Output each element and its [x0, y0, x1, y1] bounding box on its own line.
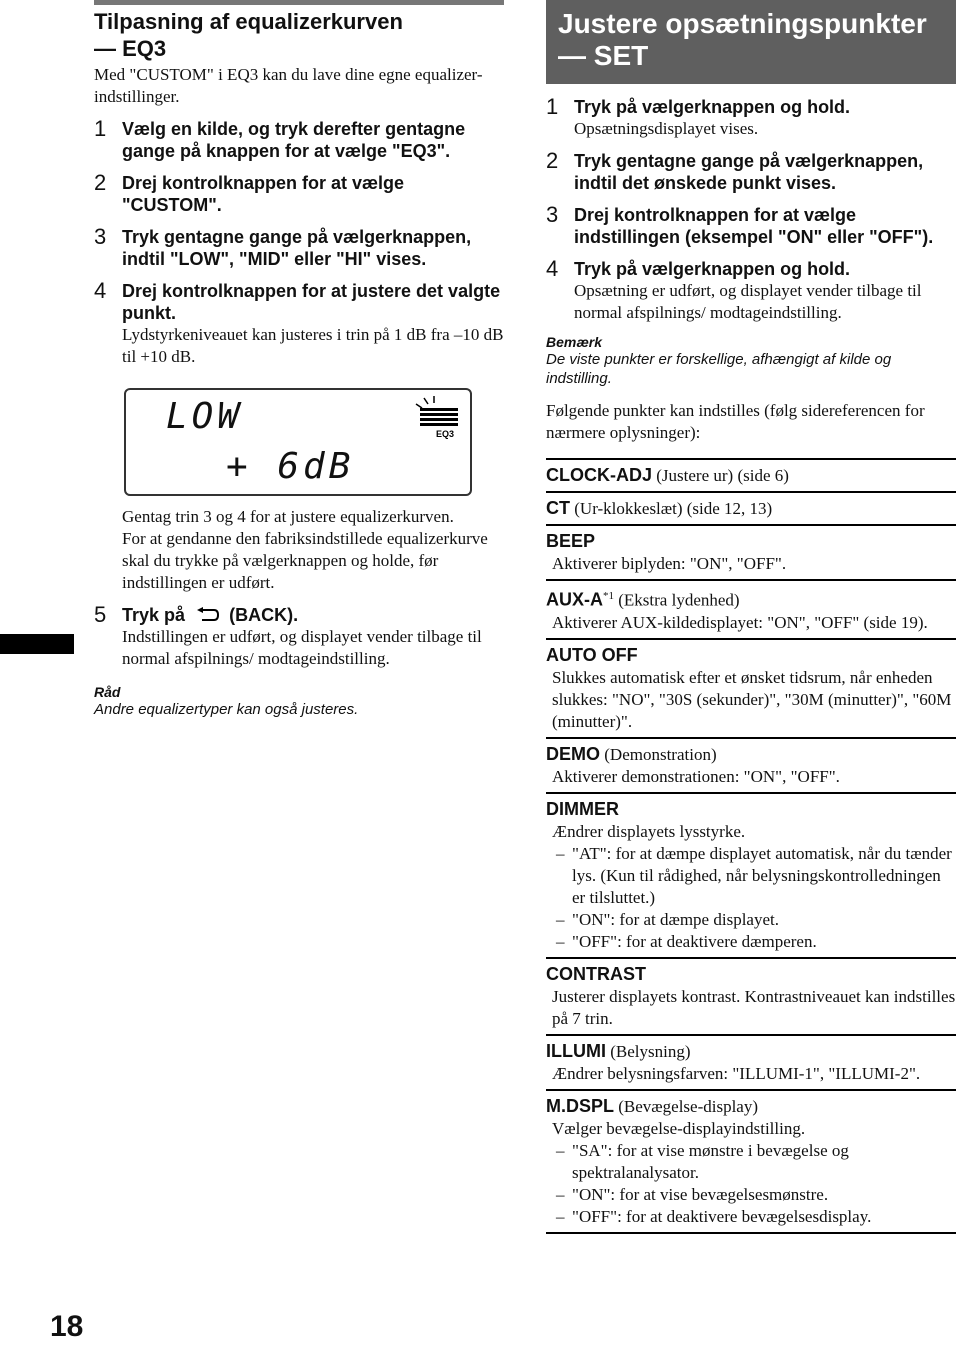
step-text: Tryk på vælgerknappen og hold. — [574, 97, 851, 117]
item-ct — [546, 493, 956, 524]
left-top-bar — [94, 0, 504, 5]
option-sa: – "SA": for at vise mønstre i bevægelse og spektralanalysator. — [552, 1140, 956, 1184]
item-desc: Vælger bevægelse-displayindstilling. — [552, 1118, 806, 1138]
item-desc: Justerer displayets kontrast. Kontrastniveauet kan indstilles på 7 trin. — [552, 986, 956, 1028]
step-text: Drej kontrolknappen for at vælge "CUSTOM". — [122, 173, 405, 215]
item-term: DIMMER — [546, 798, 619, 819]
item-term: CT — [546, 498, 570, 518]
item-rest: (Bevægelse-display) — [614, 1096, 759, 1116]
section-title-eq3 — [94, 8, 504, 62]
step-text: Drej kontrolknappen for at vælge indstillingen (eksempel "ON" eller "OFF"). — [574, 205, 934, 247]
set-step-4 — [546, 258, 956, 324]
page-number: 18 — [50, 1310, 84, 1343]
tip-text: Andre equalizertyper kan også justeres. — [94, 701, 359, 718]
option-at: – "AT": for at dæmpe displayet automatisk, når du tænder lys. (Kun til rådighed, når belysningskontrolledningen er tilsluttet.) — [552, 843, 956, 909]
step-number: 3 — [546, 202, 559, 227]
step-text: Tryk på vælgerknappen og hold. — [574, 259, 851, 279]
item-term: AUTO OFF — [546, 644, 638, 665]
item-auto-off — [546, 640, 956, 737]
footnote-marker: *1 — [603, 590, 614, 602]
side-tab-marker — [0, 634, 74, 654]
repeat-text: Gentag trin 3 og 4 for at justere equalizerkurven. — [122, 507, 454, 526]
note-text: De viste punkter er forskellige, afhængigt af kilde og indstilling. — [546, 351, 892, 387]
item-term: AUX-A — [546, 589, 603, 610]
eq3-icon-label: EQ3 — [436, 429, 455, 439]
item-term: ILLUMI — [546, 1040, 606, 1061]
title-line-2: — EQ3 — [94, 36, 167, 61]
title-line-1: Tilpasning af equalizerkurven — [94, 9, 403, 34]
item-desc: Aktiverer biplyden: "ON", "OFF". — [552, 554, 787, 573]
step-number: 1 — [94, 116, 107, 141]
step-body: Indstillingen er udført, og displayet vender tilbage til normal afspilnings/ modtageindstilling. — [122, 627, 482, 668]
step-number: 1 — [546, 94, 559, 119]
left-column — [94, 8, 504, 719]
item-dimmer — [546, 794, 956, 957]
item-term: M.DSPL — [546, 1095, 615, 1116]
item-term: BEEP — [546, 531, 596, 551]
option-on: – "ON": for at dæmpe displayet. — [552, 909, 956, 931]
eq3-indicator-icon — [406, 394, 462, 440]
restore-text: For at gendanne den fabriksindstillede equalizerkurve skal du trykke på vælgerknappen og holde, før indstillingen er udført. — [122, 529, 488, 592]
header-line-2: — SET — [558, 40, 649, 71]
option-off: – "OFF": for at deaktivere dæmperen. — [552, 931, 956, 953]
step5-text-before: Tryk på — [122, 605, 186, 625]
step-text: Tryk gentagne gange på vælgerknappen, indtil "LOW", "MID" eller "HI" vises. — [122, 227, 472, 269]
step-2 — [94, 172, 504, 216]
step-number: 5 — [94, 602, 107, 627]
step-body: Lydstyrkeniveauet kan justeres i trin på 1 dB fra –10 dB til +10 dB. — [122, 325, 504, 366]
option-off: – "OFF": for at deaktivere bevægelsesdisplay. — [552, 1206, 956, 1228]
step-text — [122, 604, 504, 626]
display-line-2: + 6dB — [226, 446, 355, 487]
item-desc: Ændrer belysningsfarven: "ILLUMI-1", "ILLUMI-2". — [552, 1063, 921, 1083]
right-column — [546, 0, 956, 1234]
item-m-dspl — [546, 1091, 956, 1232]
item-clock-adj — [546, 460, 956, 491]
following-text: Følgende punkter kan indstilles (følg sidereferencen for nærmere oplysninger): — [546, 401, 925, 442]
step-number: 4 — [94, 278, 107, 303]
item-rest: (Ur-klokkeslæt) (side 12, 13) — [570, 499, 773, 518]
step-body: Opsætning er udført, og displayet vender tilbage til normal afspilnings/ modtageindstilling. — [574, 281, 922, 322]
item-rest: (Belysning) — [606, 1041, 691, 1061]
set-step-2 — [546, 150, 956, 194]
item-beep — [546, 526, 956, 579]
display-illustration — [124, 388, 472, 496]
item-aux-a — [546, 581, 956, 638]
item-desc: Aktiverer demonstrationen: "ON", "OFF". — [552, 766, 840, 786]
tip-title: Råd — [94, 684, 121, 700]
item-desc: Slukkes automatisk efter et ønsket tidsrum, når enheden slukkes: "NO", "30S (sekunder)", "30M (minutter)", "60M (minutter)". — [552, 667, 952, 731]
back-arrow-icon — [194, 607, 220, 623]
step-number: 3 — [94, 224, 107, 249]
step-number: 2 — [546, 148, 559, 173]
set-section-header — [546, 0, 956, 84]
step-5 — [94, 604, 504, 670]
option-on: – "ON": for at vise bevægelsesmønstre. — [552, 1184, 956, 1206]
item-contrast — [546, 959, 956, 1034]
step-text: Tryk gentagne gange på vælgerknappen, indtil det ønskede punkt vises. — [574, 151, 924, 193]
set-step-1 — [546, 96, 956, 140]
step-body: Opsætningsdisplayet vises. — [574, 119, 759, 138]
note-title: Bemærk — [546, 334, 603, 350]
step-number: 4 — [546, 256, 559, 281]
step-1 — [94, 118, 504, 162]
item-term: DEMO — [546, 743, 600, 764]
item-term: CONTRAST — [546, 963, 646, 984]
divider — [546, 1232, 956, 1234]
step-number: 2 — [94, 170, 107, 195]
step-3 — [94, 226, 504, 270]
intro-text: Med "CUSTOM" i EQ3 kan du lave dine egne equalizer-indstillinger. — [94, 65, 483, 106]
item-rest: (Justere ur) (side 6) — [652, 466, 789, 485]
step-text: Drej kontrolknappen for at justere det valgte punkt. — [122, 281, 501, 323]
item-term: CLOCK-ADJ — [546, 465, 652, 485]
step5-text-after: (BACK). — [229, 605, 299, 625]
item-illumi — [546, 1036, 956, 1089]
step-4 — [94, 280, 504, 368]
display-line-1: LOW — [166, 396, 244, 437]
item-desc: Ændrer displayets lysstyrke. — [552, 821, 746, 841]
step-text: Vælg en kilde, og tryk derefter gentagne gange på knappen for at vælge "EQ3". — [122, 119, 466, 161]
item-rest: (Ekstra lydenhed) — [614, 590, 740, 610]
item-rest: (Demonstration) — [600, 744, 717, 764]
item-desc: Aktiverer AUX-kildedisplayet: "ON", "OFF" (side 19). — [552, 612, 928, 632]
item-demo — [546, 739, 956, 792]
header-line-1: Justere opsætningspunkter — [558, 8, 927, 39]
set-step-3 — [546, 204, 956, 248]
